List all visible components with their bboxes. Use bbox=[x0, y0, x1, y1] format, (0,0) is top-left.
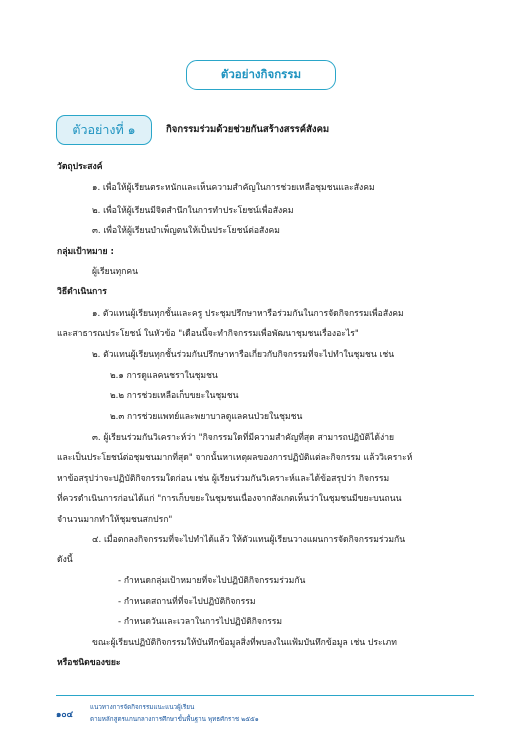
procedure-heading: วิธีดำเนินการ bbox=[57, 287, 107, 297]
footer-divider bbox=[56, 695, 474, 696]
procedure-line: หรือชนิดของขยะ bbox=[57, 658, 121, 668]
procedure-line: และเป็นประโยชน์ต่อชุมชนมากที่สุด" จากนั้นหาเหตุผลของการปฏิบัติแต่ละกิจกรรม แล้ววิเคราะห์ bbox=[57, 453, 413, 463]
plan-bullet-item: - กำหนดกลุ่มเป้าหมายที่จะไปปฏิบัติกิจกรรมร่วมกัน bbox=[118, 576, 306, 586]
example-number-label: ตัวอย่างที่ ๑ bbox=[72, 122, 136, 137]
plan-bullet-item: - กำหนดวันและเวลาในการไปปฏิบัติกิจกรรม bbox=[118, 617, 283, 627]
page-number: ๑๐๔ bbox=[56, 710, 74, 720]
footer-book-subtitle: ตามหลักสูตรแกนกลางการศึกษาขั้นพื้นฐาน พุทธศักราช ๒๕๕๑ bbox=[90, 716, 259, 723]
procedure-line: ที่ควรดำเนินการก่อนได้แก่ "การเก็บขยะในชุมชนเนื่องจากสังเกตเห็นว่าในชุมชนมีขยะบนถนน bbox=[57, 494, 402, 504]
procedure-subitem: ๒.๓ การช่วยแพทย์และพยาบาลดูแลคนป่วยในชุมชน bbox=[110, 412, 303, 422]
procedure-line: ขณะผู้เรียนปฏิบัติกิจกรรมให้บันทึกข้อมูลสิ่งที่พบลงในแฟ้มบันทึกข้อมูล เช่น ประเภท bbox=[92, 638, 397, 648]
objective-item: ๒. เพื่อให้ผู้เรียนมีจิตสำนึกในการทำประโยชน์เพื่อสังคม bbox=[92, 206, 294, 216]
example-title: กิจกรรมร่วมด้วยช่วยกันสร้างสรรค์สังคม bbox=[166, 124, 330, 135]
procedure-subitem: ๒.๑ การดูแลคนชราในชุมชน bbox=[110, 371, 218, 381]
procedure-line: หาข้อสรุปว่าจะปฏิบัติกิจกรรมใดก่อน เช่น ผู้เรียนร่วมกันวิเคราะห์และได้ข้อสรุปว่า กิจกรรม bbox=[57, 474, 390, 484]
procedure-subitem: ๒.๒ การช่วยเหลือเก็บขยะในชุมชน bbox=[110, 391, 239, 401]
procedure-line: ๑. ตัวแทนผู้เรียนทุกชั้นและครู ประชุมปรึกษาหารือร่วมกันในการจัดกิจกรรมเพื่อสังคม bbox=[92, 309, 404, 319]
objective-item: ๓. เพื่อให้ผู้เรียนบำเพ็ญตนให้เป็นประโยชน์ต่อสังคม bbox=[92, 226, 280, 236]
plan-bullet-item: - กำหนดสถานที่ที่จะไปปฏิบัติกิจกรรม bbox=[118, 597, 256, 607]
procedure-line: ๓. ผู้เรียนร่วมกันวิเคราะห์ว่า "กิจกรรมใดที่มีความสำคัญที่สุด สามารถปฏิบัติได้ง่าย bbox=[92, 433, 395, 443]
procedure-line: จำนวนมากทำให้ชุมชนสกปรก" bbox=[57, 515, 173, 525]
page-title: ตัวอย่างกิจกรรม bbox=[220, 67, 302, 81]
example-number-badge bbox=[56, 115, 152, 145]
objectives-heading: วัตถุประสงค์ bbox=[57, 162, 103, 172]
activity-examples-title-box bbox=[186, 60, 336, 90]
procedure-line: ๔. เมื่อตกลงกิจกรรมที่จะไปทำได้แล้ว ให้ตัวแทนผู้เรียนวางแผนการจัดกิจกรรมร่วมกัน bbox=[92, 535, 406, 545]
procedure-line: ๒. ตัวแทนผู้เรียนทุกชั้นร่วมกันปรึกษาหารือเกี่ยวกับกิจกรรมที่จะไปทำในชุมชน เช่น bbox=[92, 350, 395, 360]
procedure-line: และสาธารณประโยชน์ ในหัวข้อ "เดือนนี้จะทำกิจกรรมเพื่อพัฒนาชุมชนเรื่องอะไร" bbox=[57, 329, 359, 339]
target-group-heading: กลุ่มเป้าหมาย : bbox=[57, 247, 114, 257]
procedure-line: ดังนี้ bbox=[57, 555, 73, 565]
target-group-text: ผู้เรียนทุกคน bbox=[92, 267, 138, 277]
objective-item: ๑. เพื่อให้ผู้เรียนตระหนักและเห็นความสำคัญในการช่วยเหลือชุมชนและสังคม bbox=[92, 183, 375, 193]
footer-book-title: แนวทางการจัดกิจกรรมแนะแนวผู้เรียน bbox=[90, 704, 195, 711]
